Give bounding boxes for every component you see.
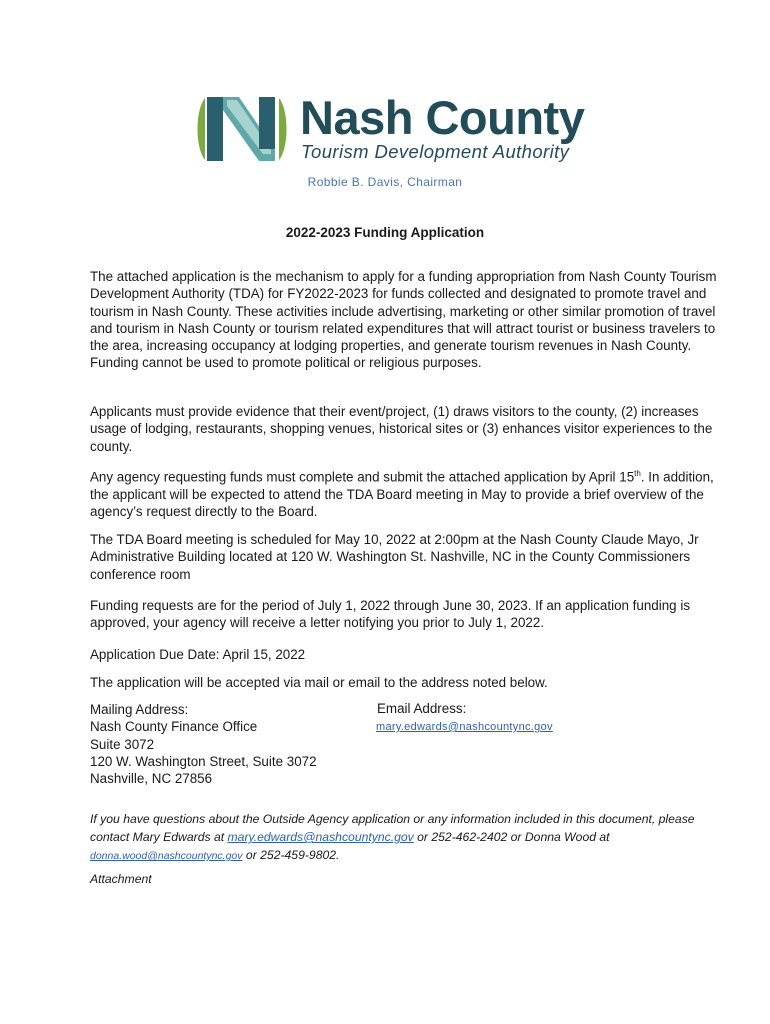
mailing-line: 120 W. Washington Street, Suite 3072 (90, 753, 317, 769)
contact-note (90, 810, 710, 865)
contact-email-link-donna[interactable]: donna.wood@nashcountync.gov (90, 850, 243, 862)
deadline-superscript: th (634, 469, 641, 478)
mailing-line: Suite 3072 (90, 736, 155, 752)
due-date-line: Application Due Date: April 15, 2022 (90, 647, 306, 662)
contact-suffix: or 252-459-9802. (242, 848, 340, 862)
intro-paragraph: The attached application is the mechanism to apply for a funding appropriation from Nash County Tourism Development Authority (TDA) for FY2022-2023 for funds collected and designated to promote travel and tourism in Nash County. These activities include advertising, marketing or other similar promotion of travel and tourism in Nash County or tourism related expenditures that will attract tourist or business travelers to the area, increasing occupancy at lodging properties, and generate tourism revenues in Nash County. Funding cannot be used to promote political or religious purposes. (90, 269, 717, 371)
mailing-label: Mailing Address: (90, 702, 189, 717)
deadline-paragraph (90, 465, 730, 520)
submission-line: The application will be accepted via mail or email to the address noted below. (90, 675, 548, 690)
attachment-label: Attachment (90, 872, 152, 886)
chairman-line: Robbie B. Davis, Chairman (307, 175, 463, 189)
deadline-text-a: Any agency requesting funds must complete and submit the attached application by April 15 (90, 469, 635, 485)
mailing-line: Nashville, NC 27856 (90, 771, 213, 787)
nash-county-logo-mark-icon (193, 92, 301, 166)
mailing-line: Nash County Finance Office (90, 719, 258, 735)
page-title: 2022-2023 Funding Application (285, 225, 485, 240)
email-label: Email Address: (377, 701, 467, 716)
nash-county-logo (193, 92, 593, 166)
contact-middle: or 252-462-2402 or Donna Wood at (413, 830, 610, 844)
contact-prefix: If you have questions about the Outside Agency application or any information included in this document, please contact Mary Edwards at (90, 812, 695, 844)
mailing-address (90, 701, 317, 787)
evidence-paragraph: Applicants must provide evidence that their event/project, (1) draws visitors to the county, (2) increases usage of lodging, restaurants, shopping venues, historical sites or (3) enhances visitor experiences to the county. (90, 404, 713, 454)
logo-title: Nash County (300, 91, 585, 144)
funding-period-paragraph: Funding requests are for the period of July 1, 2022 through June 30, 2023. If an application funding is approved, your agency will receive a letter notifying you prior to July 1, 2022. (90, 598, 691, 631)
logo-subtitle: Tourism Development Authority (301, 141, 570, 162)
email-link[interactable]: mary.edwards@nashcountync.gov (376, 721, 553, 733)
contact-email-link-mary[interactable]: mary.edwards@nashcountync.gov (227, 830, 414, 844)
meeting-paragraph: The TDA Board meeting is scheduled for May 10, 2022 at 2:00pm at the Nash County Claude Mayo, Jr Administrative Building located at 120 W. Washington St. Nashville, NC in the County Commissioners conference room (90, 532, 699, 582)
deadline-text-b: . In addition, the applicant will be expected to attend the TDA Board meeting in May to provide a brief overview of the agency’s request directly to the Board. (90, 469, 714, 520)
